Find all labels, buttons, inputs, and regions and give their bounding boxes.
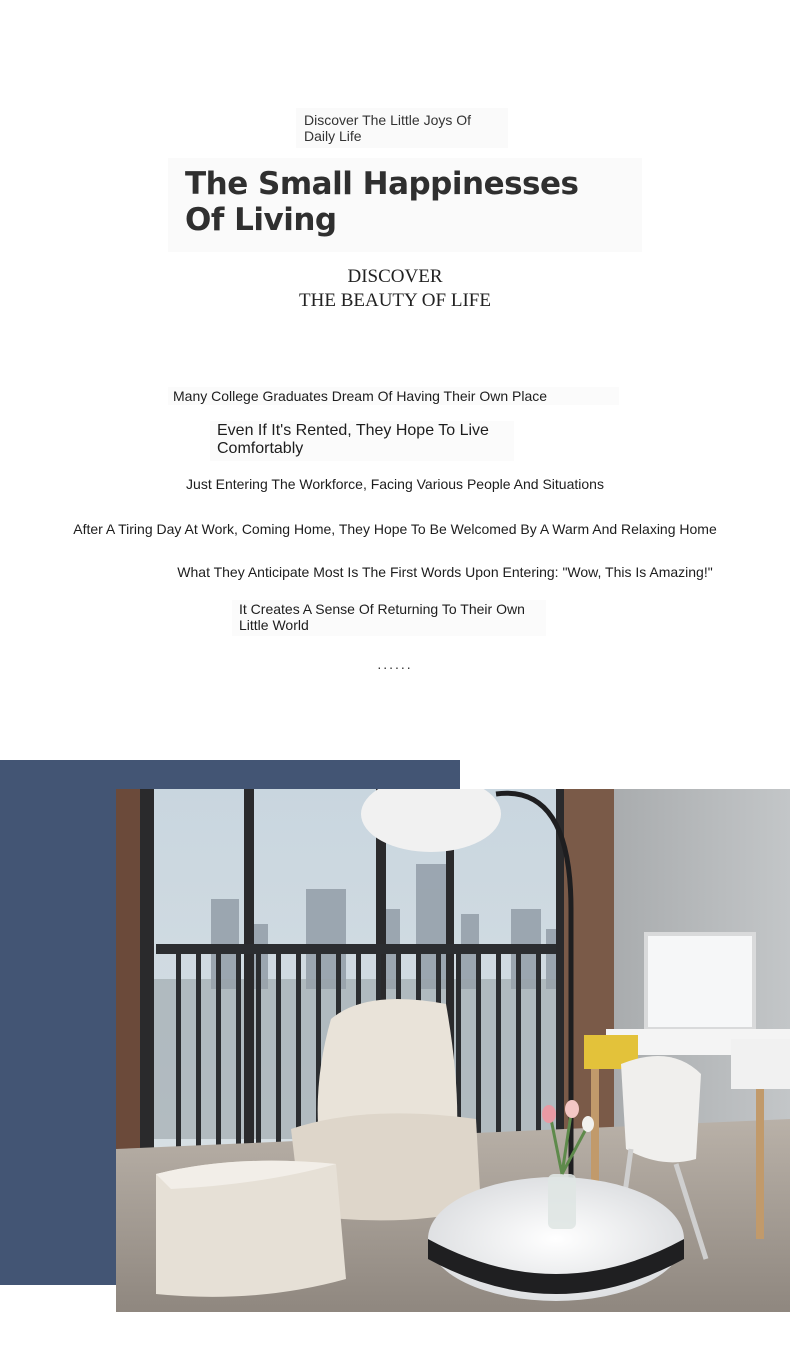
balcony-lounge-photo (116, 789, 790, 1312)
story-line-5: What They Anticipate Most Is The First Words Upon Entering: "Wow, This Is Amazing!" (177, 564, 713, 580)
page-headline: The Small Happinesses Of Living (168, 158, 642, 252)
story-line-2: Even If It's Rented, They Hope To Live Comfortably (210, 421, 514, 461)
beauty-of-life-serif-title: THE BEAUTY OF LIFE (299, 290, 491, 311)
discover-serif-title: DISCOVER (347, 266, 443, 287)
balcony-lounge-scene-image (116, 789, 790, 1312)
story-line-6: It Creates A Sense Of Returning To Their Own Little World (232, 600, 546, 636)
story-line-3: Just Entering The Workforce, Facing Various People And Situations (186, 476, 604, 492)
kicker-text: Discover The Little Joys Of Daily Life (296, 108, 508, 148)
ellipsis-text: ...... (377, 656, 413, 672)
story-line-4: After A Tiring Day At Work, Coming Home, They Hope To Be Welcomed By A Warm And Relaxing Home (73, 521, 717, 537)
story-line-1: Many College Graduates Dream Of Having Their Own Place (168, 387, 619, 405)
